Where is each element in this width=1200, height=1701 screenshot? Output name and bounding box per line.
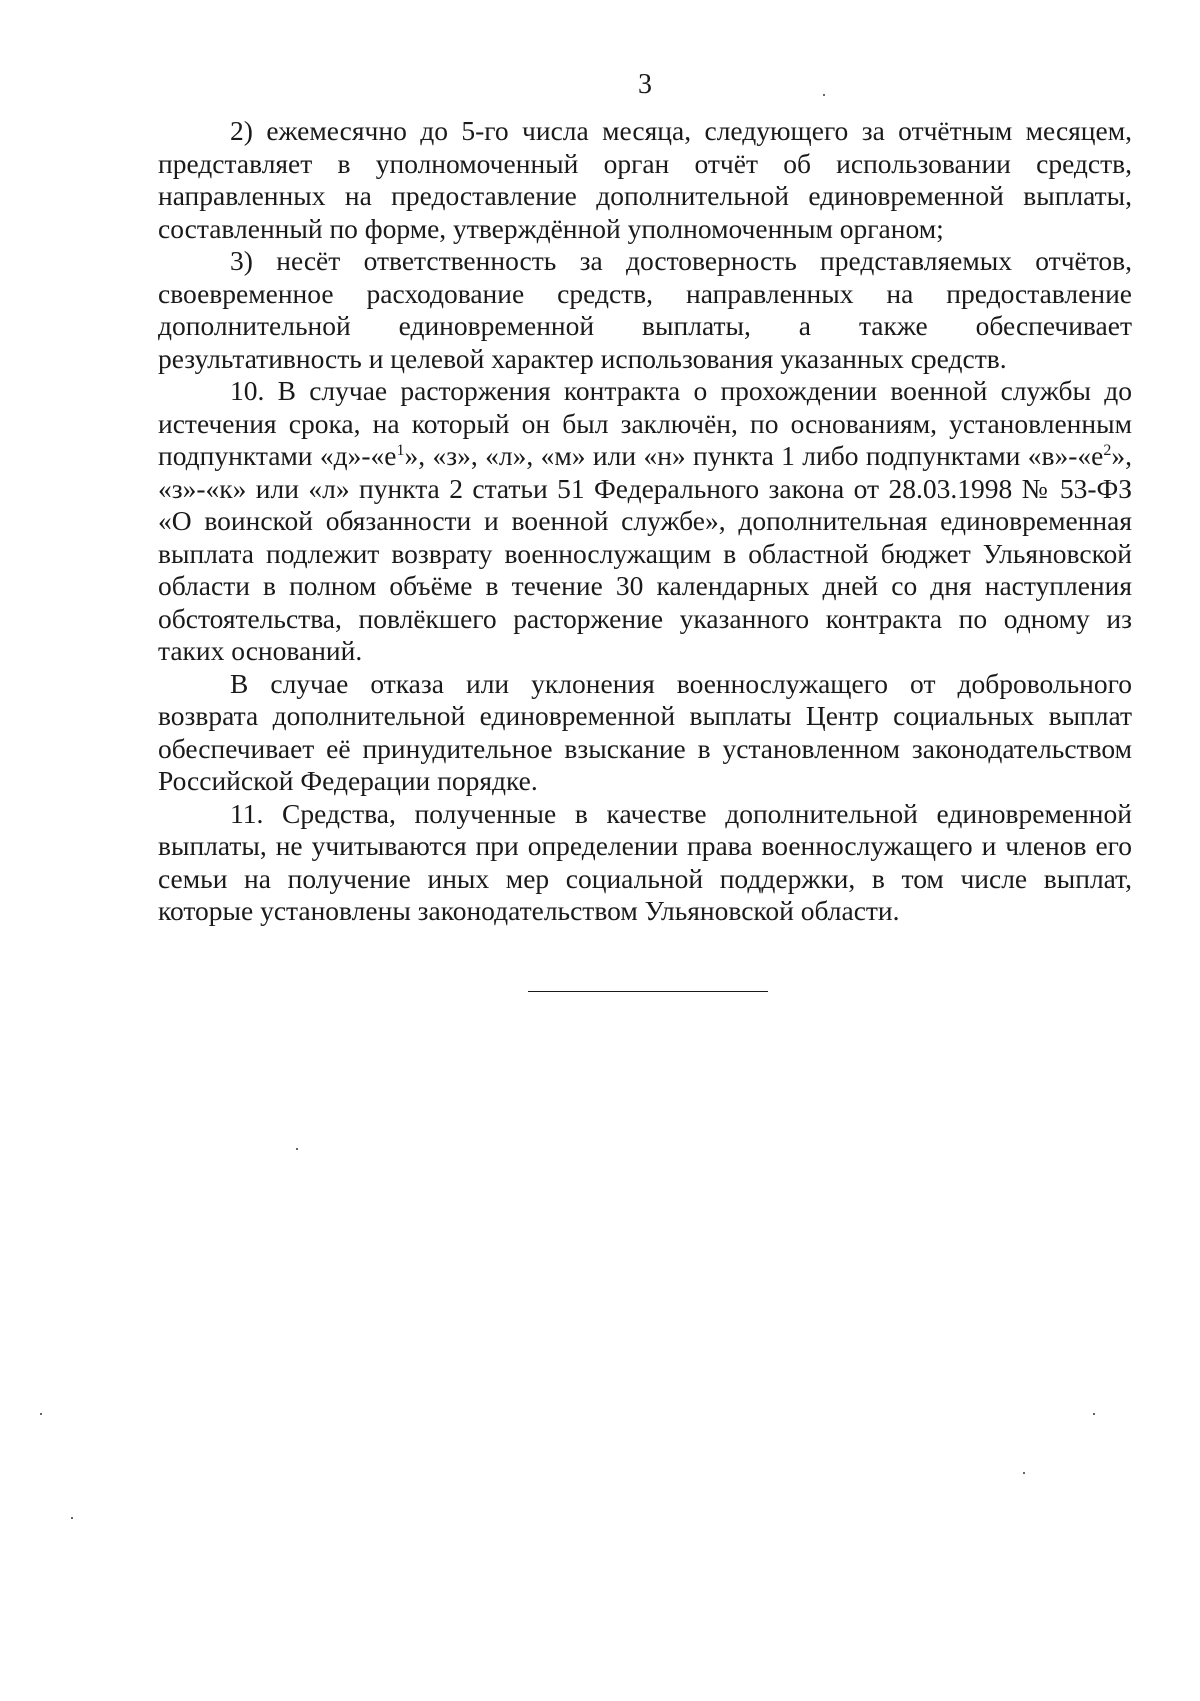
paragraph-clause-11: 11. Средства, полученные в качестве дополнительной единовременной выплаты, не учитываются при определении права военнослужащего и членов его семьи на получение иных мер социальной поддержки, в том числе выплат, которые установлены законодательством Ульяновской области.	[158, 797, 1132, 926]
scan-speck	[40, 1413, 42, 1415]
paragraph-clause-10-refusal: В случае отказа или уклонения военнослужащего от добровольного возврата дополнительной единовременной выплаты Центр социальных выплат обеспечивает её принудительное взыскание в установленном законодательством Российской Федерации порядке.	[158, 667, 1132, 796]
clause-10-text-part-2: », «з», «л», «м» или «н» пункта 1 либо подпунктами «в»-«е	[404, 440, 1104, 471]
scan-speck	[71, 1517, 73, 1519]
clause-10-text-part-3: », «з»-«к» или «л» пункта 2 статьи 51 Федерального закона от 28.03.1998 № 53-ФЗ «О воинской обязанности и военной службе», дополнительная единовременная выплата подлежит возврату военнослужащим в областной бюджет Ульяновской области в полном объёме в течение 30 календарных дней со дня наступления обстоятельства, повлёкшего расторжение указанного контракта по одному из таких оснований.	[158, 440, 1132, 666]
paragraph-clause-10	[158, 375, 1132, 668]
scan-speck	[296, 1148, 298, 1150]
scan-speck	[1023, 1472, 1025, 1474]
scan-speck	[823, 94, 825, 96]
paragraph-item-2: 2) ежемесячно до 5-го числа месяца, следующего за отчётным месяцем, представляет в уполномоченный орган отчёт об использовании средств, направленных на предоставление дополнительной единовременной выплаты, составленный по форме, утверждённой уполномоченным органом;	[158, 115, 1132, 244]
document-body	[158, 115, 1132, 928]
paragraph-item-3: 3) несёт ответственность за достоверность представляемых отчётов, своевременное расходование средств, направленных на предоставление дополнительной единовременной выплаты, а также обеспечивает результативность и целевой характер использования указанных средств.	[158, 245, 1132, 374]
superscript-2: 2	[1103, 441, 1112, 459]
closing-horizontal-rule	[528, 991, 768, 992]
superscript-1: 1	[396, 441, 405, 459]
clause-10-text-part-1: 10. В случае расторжения контракта о прохождении военной службы до истечения срока, на который он был заключён, по основаниям, установленным подпунктами «д»-«е	[158, 375, 1132, 471]
page-number: 3	[638, 69, 652, 100]
scan-speck	[1093, 1413, 1095, 1415]
